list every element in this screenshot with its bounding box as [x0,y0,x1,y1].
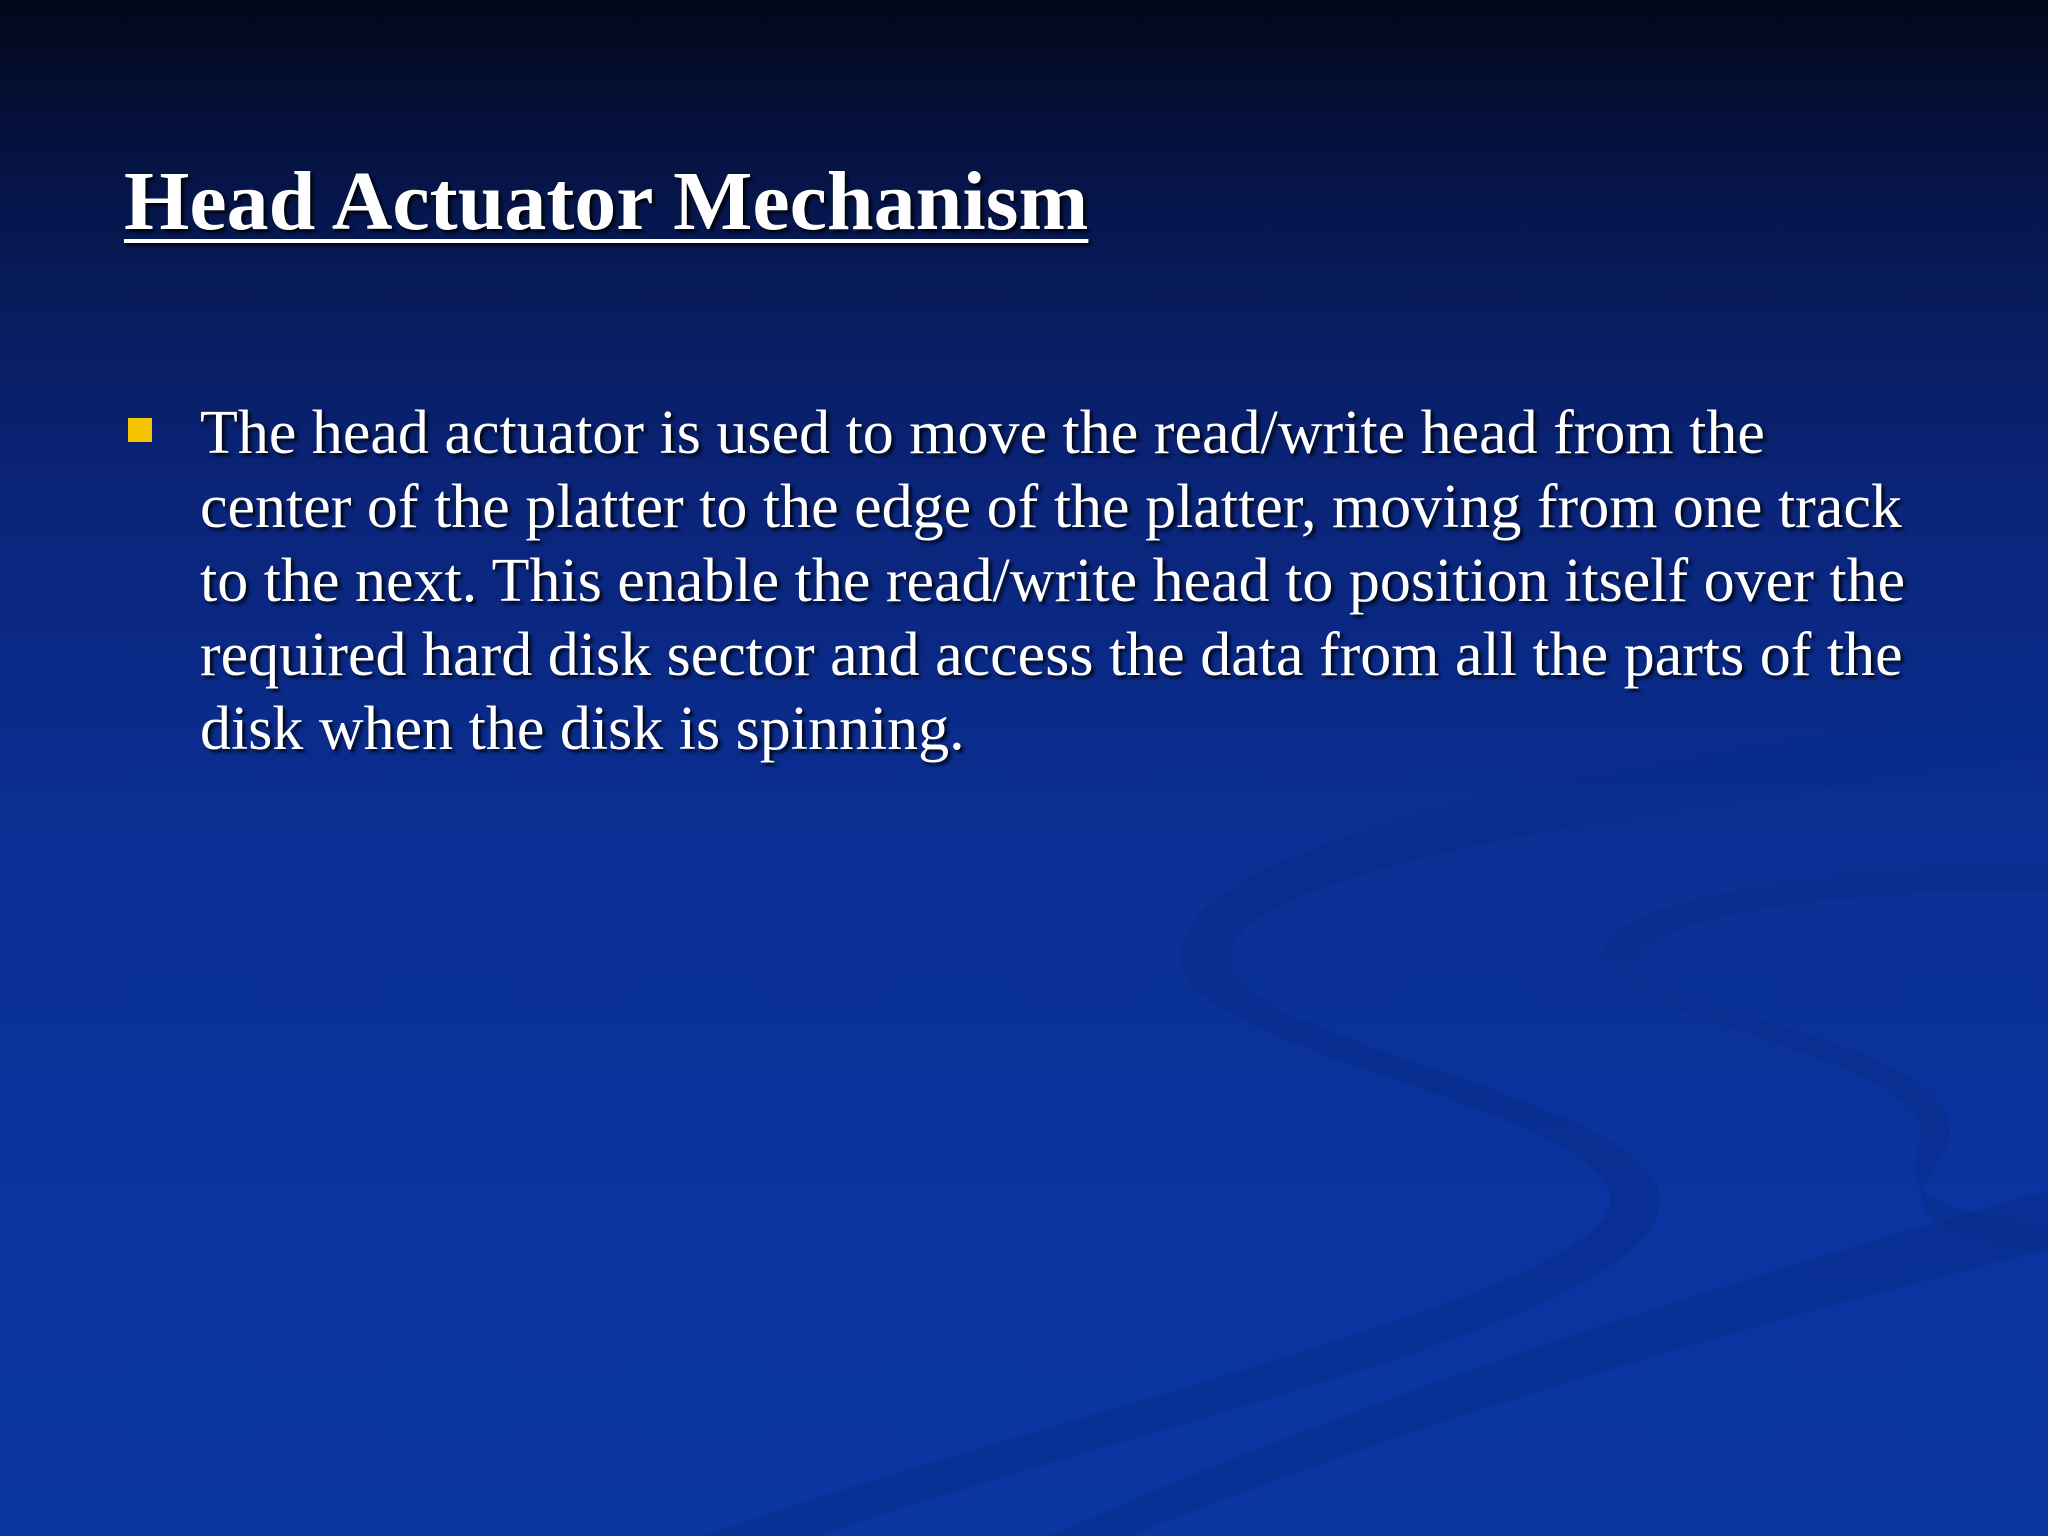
square-bullet-icon [128,418,152,442]
bullet-text: The head actuator is used to move the read/write head from the center of the platter to the edge of the platter, moving from one track to the next. This enable the read/write head to position itself over the required hard disk sector and access the data from all the parts of the disk when the disk is spinning. [200,399,1906,763]
swoosh-curve-lower [1050,1190,2048,1536]
square-bullet-shape [128,418,152,442]
swoosh-curve-right [1600,860,2048,1250]
bullet-item [124,396,1914,766]
bullet-list [124,396,1914,766]
slide-title: Head Actuator Mechanism [124,155,1089,248]
